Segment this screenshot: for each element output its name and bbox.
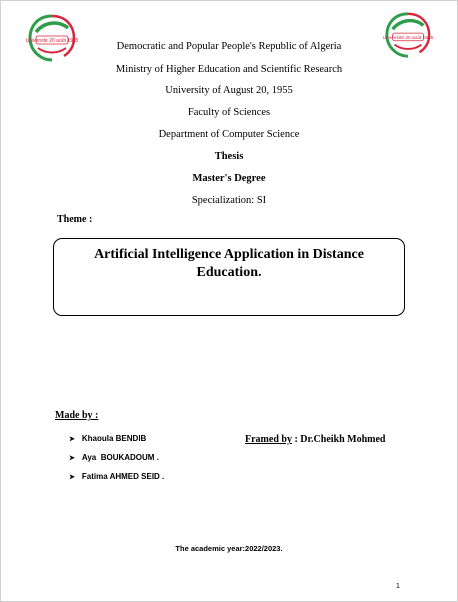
republic-line: Democratic and Popular People's Republic of Algeria [116, 41, 342, 52]
ministry-line: Ministry of Higher Education and Scientific Research [115, 64, 343, 75]
arrowhead-bullet-icon: ➤ [69, 435, 75, 443]
supervisor-separator: : [291, 434, 301, 445]
degree: Master's Degree [192, 173, 266, 184]
supervisor-name: Dr.Cheikh Mohmed [300, 434, 386, 445]
theme-label: Theme : [57, 214, 93, 225]
specialization: Specialization: SI [191, 195, 267, 206]
arrowhead-bullet-icon: ➤ [69, 454, 75, 462]
author-item [69, 472, 164, 481]
author-name: Fatima AHMED SEID . [81, 472, 165, 481]
faculty-line: Faculty of Sciences [187, 107, 271, 118]
author-name: Khaoula BENDIB [81, 434, 147, 443]
logo-text: Université 20 août 1955 [383, 35, 433, 41]
document-type: Thesis [214, 151, 244, 162]
author-name: Aya BOUKADOUM . [81, 453, 159, 462]
author-item [69, 434, 146, 443]
logo-text: Université 20 août 1955 [26, 38, 78, 44]
thesis-title: Artificial Intelligence Application in Distance Education. [94, 247, 364, 280]
university-logo-left [26, 12, 78, 64]
university-logo-icon [26, 12, 78, 64]
department-line: Department of Computer Science [158, 129, 300, 140]
university-line: University of August 20, 1955 [165, 85, 293, 96]
academic-year: The academic year:2022/2023. [175, 544, 283, 553]
supervisor-label: Framed by [245, 434, 292, 445]
made-by-label: Made by : [55, 410, 99, 421]
author-item [69, 453, 159, 462]
supervisor [245, 434, 386, 445]
arrowhead-bullet-icon: ➤ [69, 473, 75, 481]
page-number: 1 [396, 583, 400, 590]
